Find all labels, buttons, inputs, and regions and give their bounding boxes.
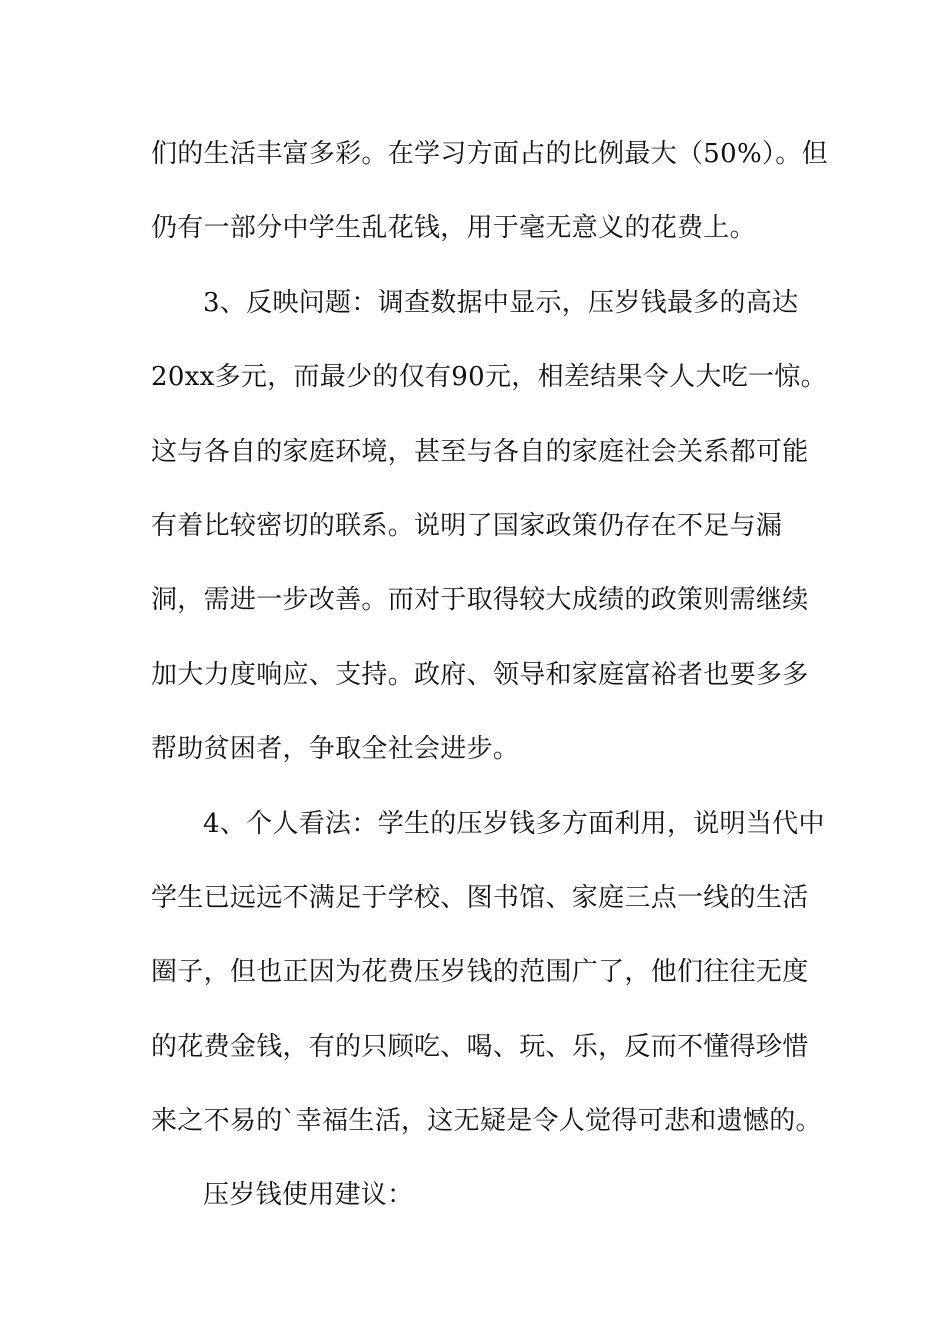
text-line: 压岁钱使用建议： (203, 1180, 414, 1211)
text-line: 20xx多元，而最少的仅有90元，相差结果令人大吃一惊。 (151, 362, 827, 393)
text-line: 仍有一部分中学生乱花钱，用于毫无意义的花费上。 (151, 213, 756, 244)
text-line: 圈子，但也正因为花费压岁钱的范围广了，他们往往无度 (151, 957, 809, 988)
text-line: 的花费金钱，有的只顾吃、喝、玩、乐，反而不懂得珍惜 (151, 1031, 809, 1062)
text-line: 这与各自的家庭环境，甚至与各自的家庭社会关系都可能 (151, 436, 809, 467)
text-line: 洞，需进一步改善。而对于取得较大成绩的政策则需继续 (151, 585, 809, 616)
text-line: 来之不易的`幸福生活，这无疑是令人觉得可悲和遗憾的。 (151, 1106, 822, 1137)
text-line: 们的生活丰富多彩。在学习方面占的比例最大（50%）。但 (151, 139, 828, 169)
text-line: 加大力度响应、支持。政府、领导和家庭富裕者也要多多 (151, 659, 809, 690)
text-line: 学生已远远不满足于学校、图书馆、家庭三点一线的生活 (151, 882, 809, 913)
text-line: 3、反映问题：调查数据中显示，压岁钱最多的高达 (203, 287, 799, 318)
text-line: 4、个人看法：学生的压岁钱多方面利用，说明当代中 (203, 808, 825, 839)
text-line: 有着比较密切的联系。说明了国家政策仍存在不足与漏 (151, 510, 783, 541)
body-text (151, 124, 828, 1240)
text-line: 帮助贫困者，争取全社会进步。 (151, 734, 520, 765)
